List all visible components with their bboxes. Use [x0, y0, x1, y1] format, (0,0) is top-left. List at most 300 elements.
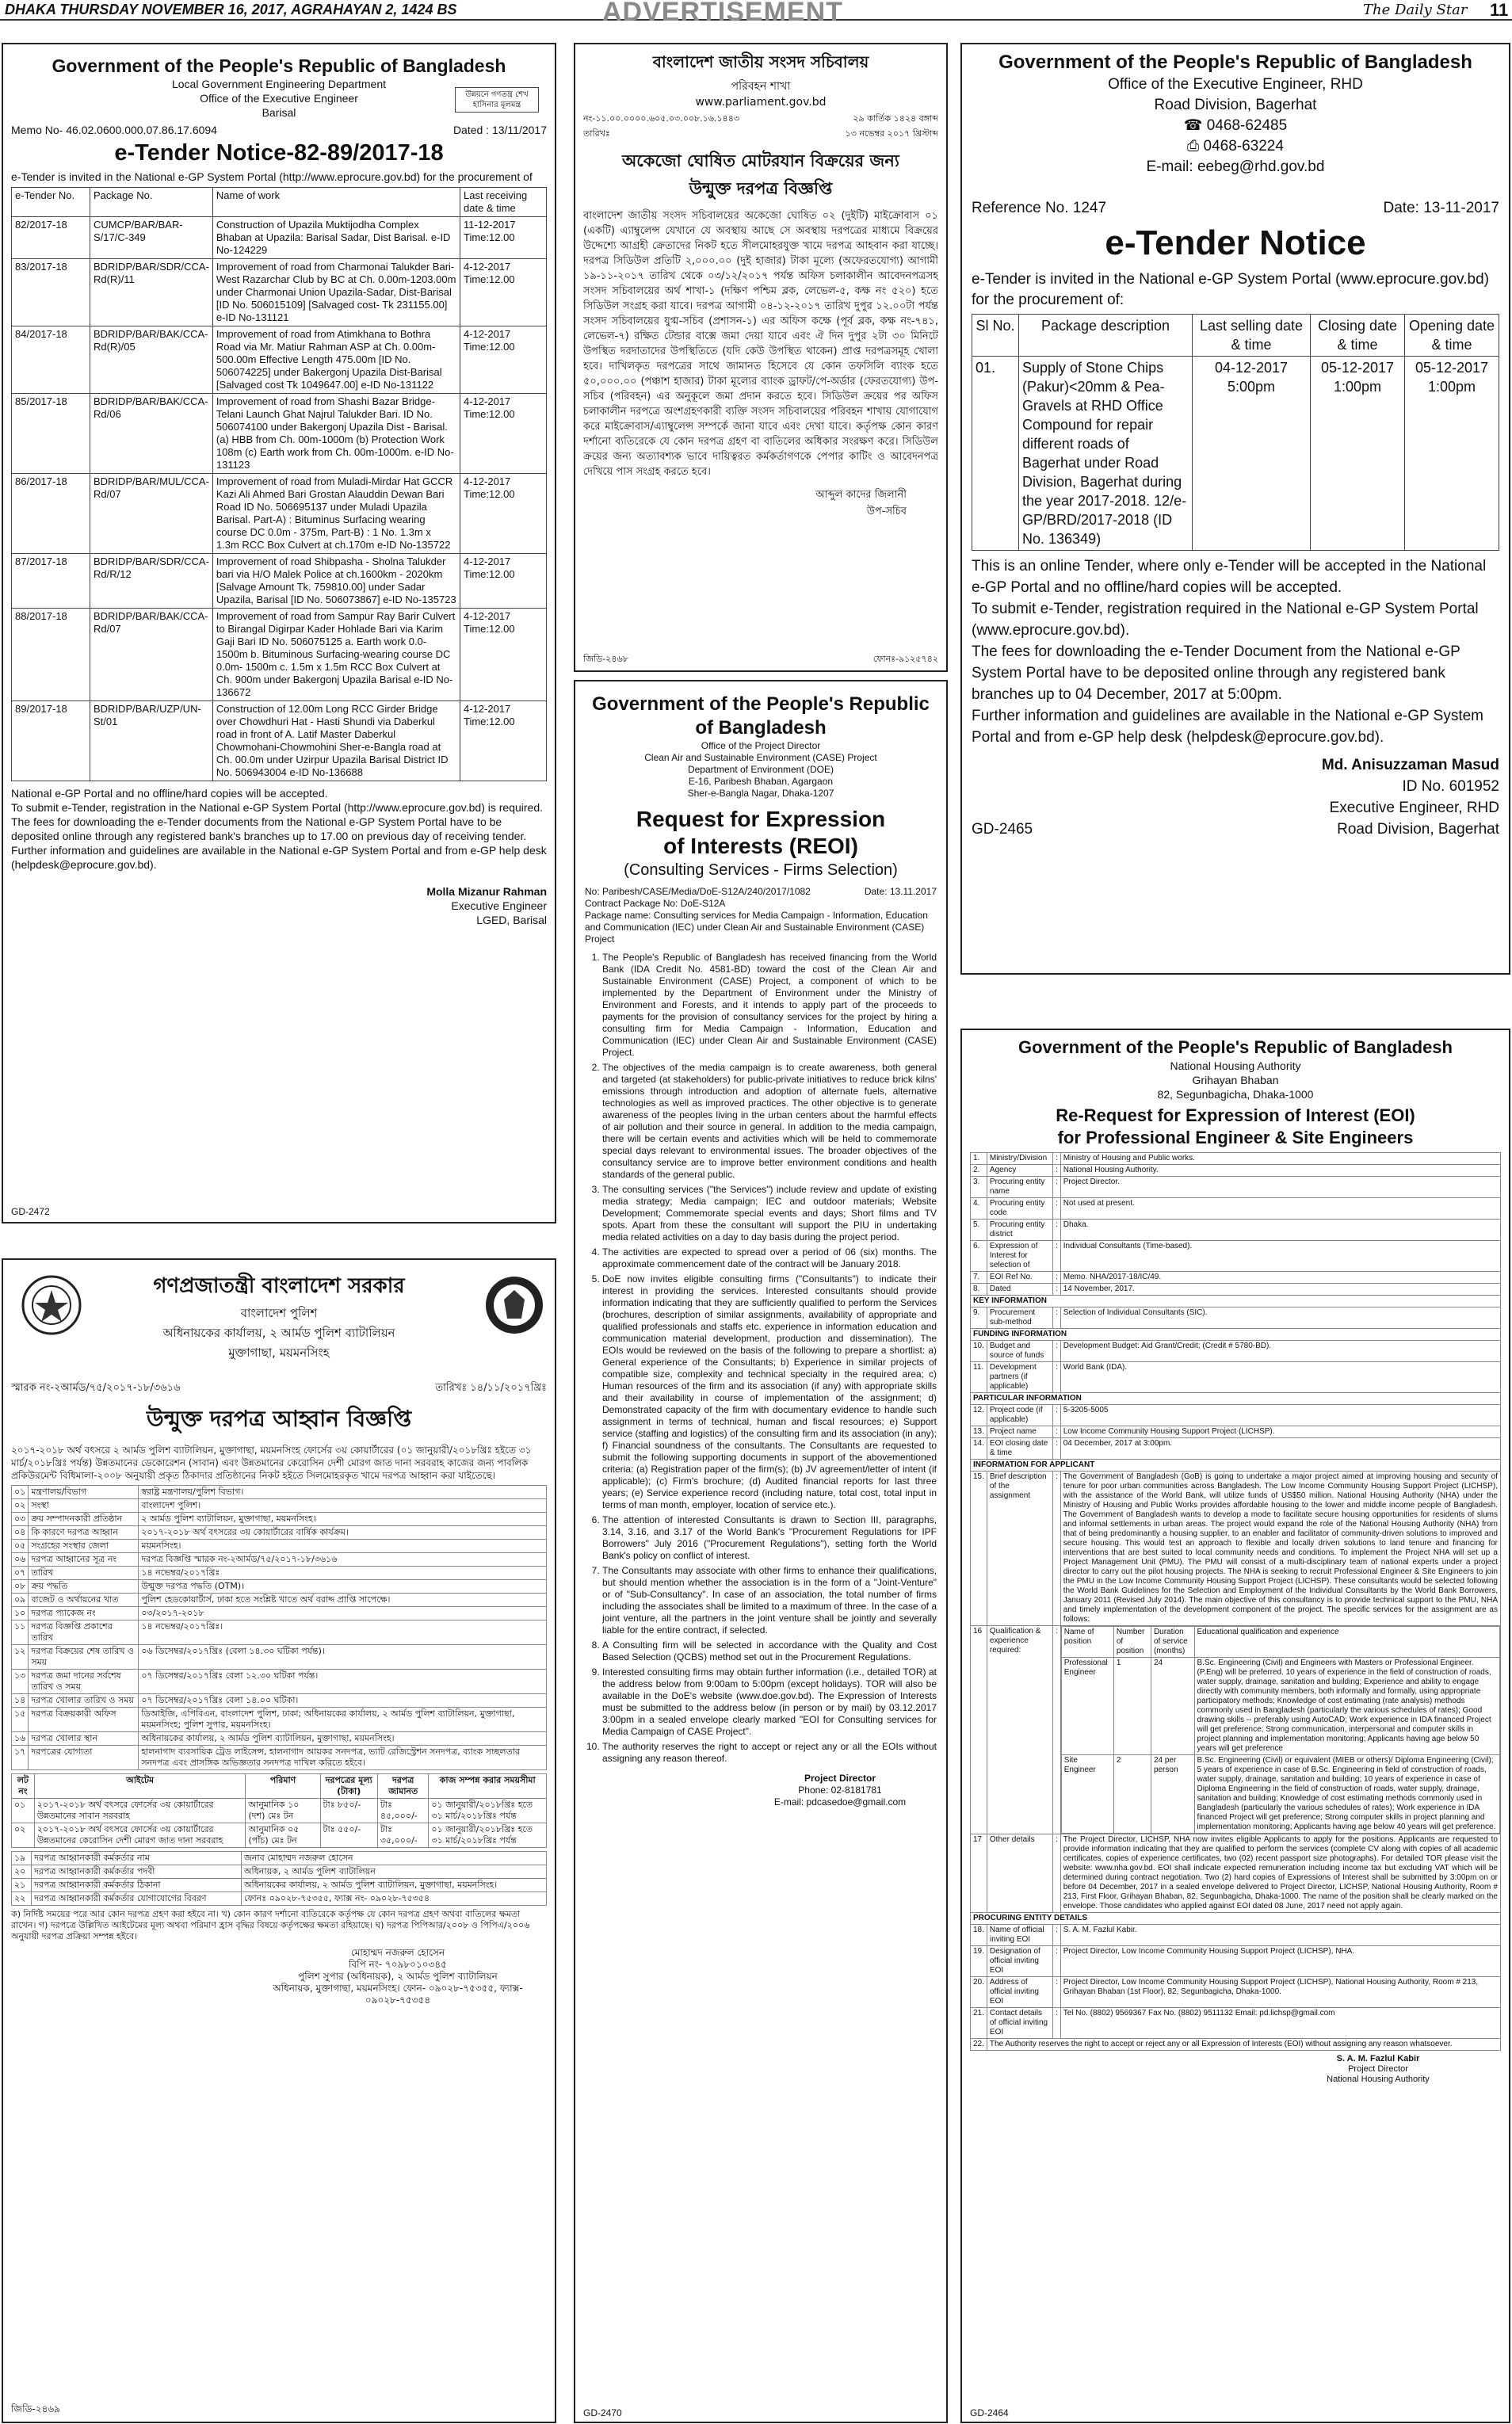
cell: Low Income Community Housing Support Project (LICHSP). [1060, 1426, 1500, 1438]
col-header: e-Tender No. [12, 188, 90, 217]
cell: অধিনায়ক, ২ আর্মড পুলিশ ব্যাটালিয়ন [241, 1865, 546, 1879]
table-row [12, 1746, 547, 1770]
table-row [12, 609, 547, 701]
cell: 4-12-2017 Time:12.00 [460, 394, 547, 474]
cell: : [1052, 1241, 1060, 1272]
cell: ফোনঃ ০৯০২৮-৭৫৩৫৫, ফ্যাক্স নং- ০৯০২৮-৭৫৩৫৪ [241, 1892, 546, 1906]
cell: Improvement of road from Sampur Ray Barir Culvert to Birangal Digirpar Kader Hohlade Bari via Karim Gaji Bari ID No. 506075125 a. Earth work 0.0-1500m b. Bituminous Surfacing-wearing course DC 0.0m- 1500m c. 1.5m x 1.5m RCC Box Culvert at Ch. 900m under Bakergonj Upazila Barisal e-ID No-136672 [212, 609, 460, 701]
gd-number: GD-2470 [583, 2407, 622, 2418]
district: Barisal [262, 106, 296, 119]
signer-title: উপ-সচিব [866, 506, 907, 517]
cell: ০১ [12, 1799, 35, 1823]
note: National e-GP Portal and no offline/hard copies will be accepted. [11, 787, 328, 800]
cell: 05-12-2017 1:00pm [1405, 357, 1499, 551]
memo-no: Memo No- 46.02.0600.000.07.86.17.6094 [11, 124, 217, 136]
cell: Improvement of road from Charmonai Talukder Bari-West Razarchar Club by BC at Ch. 0.00m-1203.00m under Charmonai Union Upazila-Sadar, Dist-Barisal [ID No. 506015109] [Salvaged cost- Tk 231155.00] e-ID No-131121 [212, 259, 460, 326]
gd-number: GD-2465 [972, 821, 1033, 838]
cell: Brief description of the assignment [987, 1472, 1052, 1626]
cell: ০১ জানুয়ারী/২০১৮খ্রিঃ হতে ৩১ মার্চ/২০১৮খ্রিঃ পর্যন্ত [429, 1823, 547, 1848]
table-row [12, 1645, 547, 1670]
table-row [12, 1670, 547, 1694]
table-row [971, 2008, 1501, 2039]
items-table [11, 1773, 547, 1848]
cell: : [1052, 1177, 1060, 1198]
eoi-title: for Professional Engineer & Site Engineers [1057, 1128, 1414, 1147]
cell: Professional Engineer [1061, 1658, 1113, 1755]
cell: ১০ [12, 1607, 29, 1620]
cell: দরপত্র আহ্বানকারী কর্মকর্তার পদবী [32, 1865, 242, 1879]
table-row [971, 1272, 1501, 1284]
cell: B.Sc. Engineering (Civil) or equivalent (MIEB or others)/ Diploma Engineering (Civil); 5 years of experience in case of B.Sc. Engineering in field of construction of roads, water supply, drainage, sanitation and building; 10 years of experience in case of Diploma Engineering in the field of construction of roads, water supply, drainage, sanitation and building; Knowledge of cost estimating methods commonly used in Bangladesh (particularly the various schedules of rates); Work experience in IDA financed Project will get preference; Strong computer skills in project planning and implementation monitoring; Applicants having age below 40 years will get preference. [1194, 1755, 1499, 1834]
table-row [12, 1580, 547, 1594]
cell: BDRIDP/BAR/SDR/CCA-Rd/R/12 [90, 554, 213, 609]
phone: Phone: 02-8181781 [798, 1785, 882, 1796]
table-row [12, 1567, 547, 1580]
cell: BDRIDP/BAR/BAK/CCA-Rd(R)/05 [90, 326, 213, 394]
table-row [971, 1438, 1501, 1460]
para: To submit e-Tender, registration required in the National e-GP System Portal (www.eprocure.gov.bd). [972, 601, 1479, 639]
cell: 1. [971, 1153, 987, 1165]
cell: টাঃ ৮৫০/- [320, 1799, 377, 1823]
signer-id: ID No. 601952 [1402, 778, 1499, 795]
gov-title: গণপ্রজাতন্ত্রী বাংলাদেশ সরকার [153, 1274, 405, 1298]
cell: দরপত্র আহ্বানের সূত্র নং [29, 1553, 139, 1567]
cell: : [1052, 1284, 1060, 1296]
cell: 21. [971, 2008, 987, 2039]
list-item: 6. The attention of interested Consultants is drawn to Section III, paragraphs, 3.14, 3.16, and 3.17 of the World Bank's "Procurement Regulations for IPF Borrowers" July 2016 ("Procurement Regulations"), setting forth the World Bank's policy on conflict of interest. [602, 1514, 937, 1562]
cell: Construction of Upazila Muktijodha Complex Bhaban at Upazila: Barisal Sadar, Dist Barisal. e-ID No-124229 [212, 217, 460, 259]
col-header: Name of position [1061, 1627, 1113, 1658]
col-header: লট নং [12, 1774, 35, 1799]
cell: ০৩/২০১৭-২০১৮ [139, 1607, 547, 1620]
cell: National Housing Authority. [1060, 1165, 1500, 1177]
cell: সংস্থা [29, 1499, 139, 1513]
page-number: 11 [1490, 0, 1509, 20]
cell: ১২ [12, 1645, 29, 1670]
cell: জনাব মোহাম্মদ নজরুল হোসেন [241, 1852, 546, 1865]
cell: BDRIDP/BAR/UZP/UN-St/01 [90, 701, 213, 781]
cell: : [1052, 1426, 1060, 1438]
cell: টাঃ ৫৫০/- [320, 1823, 377, 1848]
table-row [12, 259, 547, 326]
cell: স্বরাষ্ট্র মন্ত্রণালয়/পুলিশ বিভাগ। [139, 1486, 547, 1499]
cell: BDRIDP/BAR/SDR/CCA-Rd(R)/11 [90, 259, 213, 326]
office: Office of the Executive Engineer [200, 92, 358, 105]
cell: ক্রয় সম্পাদনকারী প্রতিষ্ঠান [29, 1513, 139, 1526]
memo-date: তারিখঃ ১৪/১১/২০১৭খ্রিঃ [435, 1382, 547, 1394]
intro: e-Tender is invited in the National e-GP System Portal (http://www.eprocure.gov.bd) for the procurement of [11, 170, 533, 183]
list-item: 7. The Consultants may associate with other firms to enhance their qualifications, but should mention whether the association is in the form of a "Joint-Venture" or of "Sub-Consultancy". In case of an association, the total number of firms including the associates shall be limited to a maximum of three. In the case of a joint venture, all the partners in the joint venture shall be jointly and severally liable for the entire contract, if selected. [602, 1565, 937, 1636]
table-row [971, 1977, 1501, 2008]
section-title: ADVERTISEMENT [602, 0, 843, 27]
cell: দরপত্র খোলার স্থান [29, 1732, 139, 1746]
notice-date: Date: 13-11-2017 [1383, 200, 1499, 216]
cell: Ministry of Housing and Public works. [1060, 1153, 1500, 1165]
gov-title: Government of the People's Republic of Bangladesh [1018, 1037, 1453, 1057]
cell: দরপত্র বিক্রয়ের শেষ তারিখ ও সময় [29, 1645, 139, 1670]
cell: EOI closing date & time [987, 1438, 1052, 1460]
cell: Improvement of road Shibpasha - Sholna Talukder bari via H/O Malek Police at ch.1600km - 2020km [Salvage Amount Tk. 759810.00] under Sadar Upazila, Barisal [ID No. 506073867] e-ID No-135723 [212, 554, 460, 609]
cell: ০৯ [12, 1594, 29, 1607]
cell: ০২ [12, 1499, 29, 1513]
cell: The Authority reserves the right to accept or reject any or all Expression of Interests (EOI) without assigning any reason whatsoever. [987, 2039, 1500, 2051]
table-row [12, 1594, 547, 1607]
signer-name: Md. Anisuzzaman Masud [1321, 757, 1499, 773]
table-row [971, 1626, 1501, 1834]
table-row [1061, 1658, 1499, 1755]
col-header: Number of position [1113, 1627, 1151, 1658]
police-badge-icon [483, 1274, 545, 1336]
signer-title: পুলিশ সুপার (অধিনায়ক), ২ আর্মড পুলিশ ব্যাটালিয়ন [298, 1971, 498, 1982]
section-header: INFORMATION FOR APPLICANT [971, 1460, 1501, 1472]
list-item: 10. The authority reserves the right to accept or reject any or all the EOIs without assigning any reason thereof. [602, 1741, 937, 1765]
cell: দরপত্র প্যাকেজ নং [29, 1607, 139, 1620]
cell: Supply of Stone Chips (Pakur)<20mm & Pea-Gravels at RHD Office Compound for repair different roads of Bagerhat under Road Division, Bagerhat during the year 2017-2018. 12/e-GP/BRD/2017-2018 (ID No. 136349) [1019, 357, 1193, 551]
col-header: পরিমাণ [246, 1774, 320, 1799]
cell: : [1052, 1946, 1060, 1977]
table-row [971, 1241, 1501, 1272]
col-header: Package No. [90, 188, 213, 217]
gov-title: Government of the People's Republic of Bangladesh [998, 52, 1472, 73]
table-row [971, 1925, 1501, 1946]
cell: 18. [971, 1925, 987, 1946]
table-row [12, 1865, 547, 1879]
cell: 2. [971, 1165, 987, 1177]
gd-number: GD-2464 [970, 2407, 1009, 2418]
cell: ২০১৭-২০১৮ অর্থ বৎসরে ফোর্সের ৩য় কোয়ার্টারের উন্নতমানের কেরোসিন দেশী মোরগ জাত দানা সরবরাহ [34, 1823, 246, 1848]
cell: : [1052, 1405, 1060, 1426]
cell: : [1052, 1307, 1060, 1329]
dept: Local Government Engineering Department [171, 78, 387, 90]
cell: দরপত্র জমা দানের সর্বশেষ তারিখ ও সময় [29, 1670, 139, 1694]
section-header: PROCURING ENTITY DETAILS [971, 1913, 1501, 1925]
cell: 11. [971, 1362, 987, 1393]
cell: Improvement of road from Atimkhana to Bothra Road via Mr. Matiur Rahman ASP at Ch. 0.00m-500.00m Effective Length 475.00m [ID No. 506074225] under Bakergonj Upazila Dist-Barisal [Salvaged cost Tk 1049647.00] e-ID No-131122 [212, 326, 460, 394]
cell: পুলিশ হেডকোয়ার্টার্স, ঢাকা হতে সংশ্লিষ্ট খাতে অর্থ বরাদ্দ প্রাপ্তি সাপেক্ষে। [139, 1594, 547, 1607]
cell: 5-3205-5005 [1060, 1405, 1500, 1426]
cell: 86/2017-18 [12, 474, 90, 554]
cell: ০২ [12, 1823, 35, 1848]
table-row [971, 1165, 1501, 1177]
cell: ০৭ [12, 1567, 29, 1580]
sub-title: বাংলাদেশ পুলিশ [240, 1306, 318, 1320]
cell: ১৫ [12, 1708, 29, 1732]
cell: 19. [971, 1946, 987, 1977]
qualification-table [1061, 1626, 1500, 1834]
cell: CUMCP/BAR/BAR-S/17/C-349 [90, 217, 213, 259]
cell: : [1052, 1626, 1060, 1834]
notice-headline: উন্মুক্ত দরপত্র আহ্বান বিজ্ঞপ্তি [146, 1406, 412, 1432]
office: Office of the Project Director [701, 740, 821, 751]
cell: 01. [972, 357, 1019, 551]
cell: ১৪ নভেম্বর/২০১৭খ্রিঃ [139, 1567, 547, 1580]
cell: : [1052, 1165, 1060, 1177]
gd-number: GD-2472 [11, 1206, 50, 1217]
cell: B.Sc. Engineering (Civil) and Engineers with Masters or Professional Engineer. (P.Eng) will be preferred. 10 years of experience in the field of construction of roads, water supply, drainage, sanitation and building; Experience and ability to engage directly with community members, both informally and formally, using appropriate participatory methods; Knowledge of cost estimating (rate analysis) methods commonly used in Bangladesh (particularly the various schedules of rates); Good drawing skills -- preferably using AutoCAD; Work experience in IDA financed Project will get preference; Strong communication, interpersonal and computer skills in project planning and implementation monitoring; Applicants having age below 50 years will get preference [1194, 1658, 1499, 1755]
cell: ২ আর্মড পুলিশ ব্যাটালিয়ন, মুক্তাগাছা, ময়মনসিংহ। [139, 1513, 547, 1526]
cell: টাঃ ৩৫,০০০/- [377, 1823, 429, 1848]
list-item: 1. The People's Republic of Bangladesh has received financing from the World Bank (IDA Credit No. 4581-BD) toward the cost of the Clean Air and Sustainable Environment (CASE) Project, a component of which to be implemented by the Department of Environment under the Ministry of Environment and Forests, and it intends to apply part of the proceeds to payments for the provision of consultancy services for the project by hiring a consulting firm for Media Campaign - Information, Education and Communication (IEC) under Clean Air and Sustainable Environment (CASE) Project. [602, 952, 937, 1059]
phone: 0468-62485 [1206, 117, 1288, 134]
cell: ০৭ ডিসেম্বর/২০১৭খ্রিঃ বেলা ১২.৩০ ঘটিকা পর্যন্ত। [139, 1670, 547, 1694]
cell: ১৬ [12, 1732, 29, 1746]
cell: Procuring entity code [987, 1198, 1052, 1220]
signer-title: Executive Engineer, RHD [1329, 800, 1499, 816]
eoi-title: Re-Request for Expression of Interest (EOI) [1056, 1105, 1415, 1125]
cell: : [1052, 1220, 1060, 1241]
table-row [12, 1879, 547, 1892]
list-item: 2. The objectives of the media campaign is to create awareness, both general and targeted (at stakeholders) for public-private initiatives to reduce brick kilns' emissions through introduction and adoption of alternate fuels, alternative technologies as well as improved practices. The other objective is to generate awareness of the peoples living in the urban centers about the harmful effects of air pollution and their source in general. In addition to the media campaign, there will be certain events and activities which will be held to commemorate special days relevant to environmental issues. The broader objectives of the consultancy service are to improve better environment conditions and health standards of the general public. [602, 1062, 937, 1181]
cell: 12. [971, 1405, 987, 1426]
cell: Address of official inviting EOI [987, 1977, 1052, 2008]
phone-icon: ☎ [1183, 117, 1207, 134]
cell: ২০১৭-২০১৮ অর্থ বৎসরের ৩য় কোয়ার্টারের বার্ষিক কার্যক্রম। [139, 1526, 547, 1540]
para: Further information and guidelines are available in the National e-GP System Portal and from e-GP help desk (helpdesk@eprocure.gov.bd). [972, 708, 1483, 746]
cell: আনুমানিক ১০ (দশ) মেঃ টন [246, 1799, 320, 1823]
branch: পরিবহন শাখা [731, 80, 791, 93]
cell: : [1052, 1925, 1060, 1946]
cell: আনুমানিক ০৫ (পাঁচ) মেঃ টন [246, 1823, 320, 1848]
ref-date: Date: 13.11.2017 [864, 886, 937, 897]
cell: 14. [971, 1438, 987, 1460]
col-header: Sl No. [972, 315, 1019, 357]
table-row [971, 1362, 1501, 1393]
cell: 5. [971, 1220, 987, 1241]
table-row [12, 1708, 547, 1732]
cell: 15. [971, 1472, 987, 1626]
cell: : [1052, 1341, 1060, 1362]
cell: 7. [971, 1272, 987, 1284]
cell: দরপত্র আহ্বানকারী কর্মকর্তার ঠিকানা [32, 1879, 242, 1892]
table-row [12, 1553, 547, 1567]
cell: BDRIDP/BAR/MUL/CCA-Rd/07 [90, 474, 213, 554]
table-row [12, 1540, 547, 1553]
contract-no: Contract Package No: DoE-S12A [585, 898, 726, 909]
cell: Procurement sub-method [987, 1307, 1052, 1329]
col-header: Last selling date & time [1193, 315, 1311, 357]
sub-title: অধিনায়কের কার্যালয়, ২ আর্মড পুলিশ ব্যাটালিয়ন [162, 1326, 395, 1340]
cell [1060, 1626, 1500, 1834]
sub-title: মুক্তাগাছা, ময়মনসিংহ [228, 1346, 330, 1360]
cell: তারিখ [29, 1567, 139, 1580]
cell: ০১ [12, 1486, 29, 1499]
table-row [12, 1526, 547, 1540]
cell: Individual Consultants (Time-based). [1060, 1241, 1500, 1272]
cell: ১৭ [12, 1746, 29, 1770]
phone: ফোনঃ-৯১২৫৭৪২ [872, 654, 938, 664]
cell: 4-12-2017 Time:12.00 [460, 474, 547, 554]
cell: : [1052, 1198, 1060, 1220]
cell: Procuring entity name [987, 1177, 1052, 1198]
cell: Project Director, Low Income Community Housing Support Project (LICHSP), National Housing Authority, Room # 213, Grihayan Bhaban (1st Floor), 82, Segunbagicha, Dhaka-1000. [1060, 1977, 1500, 2008]
cell: 1 [1113, 1658, 1151, 1755]
signer-title: Project Director [804, 1773, 876, 1784]
cell: 24 [1151, 1658, 1194, 1755]
cell: 24 per person [1151, 1755, 1194, 1834]
col-header: আইটেম [34, 1774, 246, 1799]
cell: 11-12-2017 Time:12.00 [460, 217, 547, 259]
ad-doe-reoi [574, 680, 948, 2423]
table-row [12, 1694, 547, 1708]
cell: 6. [971, 1241, 987, 1272]
cell: ০৭ ডিসেম্বর/২০১৭খ্রিঃ বেলা ১৪.০০ ঘটিকা। [139, 1694, 547, 1708]
cell: 88/2017-18 [12, 609, 90, 701]
col-header: Name of work [212, 188, 460, 217]
gov-title: Government of the People's Republic of Bangladesh [592, 693, 930, 739]
contact-table [11, 1851, 547, 1906]
table-row [971, 1220, 1501, 1241]
website: www.parliament.gov.bd [695, 96, 827, 109]
note: The fees for downloading the e-Tender documents from the National e-GP System Portal have to be deposited online through any registered bank's branches up to 17.00 on previous day of receiving tender. [11, 815, 527, 842]
cell: Project Director, Low Income Community Housing Support Project (LICHSP), NHA. [1060, 1946, 1500, 1977]
table-row [971, 1153, 1501, 1165]
cell: : [1052, 1153, 1060, 1165]
cell: 16 [971, 1626, 987, 1834]
col-header: Package description [1019, 315, 1193, 357]
cell: Project code (if applicable) [987, 1405, 1052, 1426]
ad-rhd-bagerhat [960, 43, 1510, 975]
tender-table [972, 314, 1499, 551]
cell: ২০১৭-২০১৮ অর্থ বৎসরে ফোর্সের ৩য় কোয়ার্টারের উন্নতমানের সাবান সরবরাহ [34, 1799, 246, 1823]
cell: Memo. NHA/2017-18/IC/49. [1060, 1272, 1500, 1284]
cell: ১৯ [12, 1852, 32, 1865]
cell: ০৫ [12, 1540, 29, 1553]
cell: 14 November, 2017. [1060, 1284, 1500, 1296]
cell: Improvement of road from Muladi-Mirdar Hat GCCR Kazi Ali Ahmed Bari Grostan Alauddin Dewan Bari Road ID No. 506695137 under Muladi Upazila Barisal. Part-A) : Bituminus Surfacing wearing course DC 0.0m - 375m, Part-B) : 1 No. 1.3m x 1.3m RCC Box Culvert at ch.170m e-ID No-135722 [212, 474, 460, 554]
cell: 05-12-2017 1:00pm [1311, 357, 1405, 551]
section-header: KEY INFORMATION [971, 1296, 1501, 1307]
cell: Construction of 12.00m Long RCC Girder Bridge over Chowdhuri Hat - Hasti Shundi via Daberkul road in front of A. Latif Master Daberkul Chowmohani-Chowmohini Sher-e-Bangla road at Ch. 00.0m under Uzirpur Upazila Barisal District ID No. 506943004 e-ID No-136688 [212, 701, 460, 781]
note: To submit e-Tender, registration in the National e-GP System Portal (http://www.eprocure.gov.bd) is required. [11, 801, 544, 814]
cell: ময়মনসিংহ। [139, 1540, 547, 1553]
cell: Development partners (if applicable) [987, 1362, 1052, 1393]
cell: হালনাগাদ ব্যবসায়িক ট্রেড লাইসেন্স, হালনাগাদ আয়কর সনদপত্র, ভ্যাট রেজিস্ট্রেশন সনদপত্র, ব্যাংক সচ্ছলতার সনদপত্র এবং প্রাসঙ্গিক অভিজ্ঞতার সনদপত্র দাখিল করিতে হইবে। [139, 1746, 547, 1770]
dept: Department of Environment (DOE) [687, 764, 834, 775]
list-item: 5. DoE now invites eligible consulting firms ("Consultants") to indicate their interest in providing the services. Interested consultants should provide information indicating that they are sufficiently qualified to perform the Services (brochures, description of similar assignments, availability of appropriate and qualified professionals and staffs etc. experience in information education and communication material development, production and dissemination). The EOIs would be reviewed on the basis of the following to prepare a shortlist: a) General experience of the Consultants; b) Experience in similar projects of compatible size, complexity and technical specialty in the required area; c) Human resources of the firm and its association (if any) with appropriate skills and their availability in course of implementation of the assignment; d) Demonstrated capacity of the firm with documentary evidence to handle such assignment in terms of technical, human and fiscal resources; e) Support service (staffing and logistics) of the consulting firm and its association (in any); f) Financial soundness of the consultants. The Consultants are requested to submit the following supporting documents in support of the abovementioned criteria: (a) Registration paper of the firm(s); (b) JV agreement/letter of intent (if applicable); (c) Firm's brochure; (d) Audited financial reports for last three years; (e) Service experience record (including nature, total cost, total input in terms of man month, employer, location of service etc.). [602, 1273, 937, 1511]
para: The fees for downloading the e-Tender Document from the National e-GP System Portal have to be deposited online through any registered bank branches up to 04 December, 2017 at 5:00pm. [972, 643, 1460, 703]
list-item: 9. Interested consulting firms may obtain further information (i.e., detailed TOR) at the address below from 9:00am to 5:00pm (except holidays). TOR will also be available in the DoE's website (www.doe.gov.bd). The Expression of Interests must be submitted to the address below (in person or by mail) by 03.12.2017 3:00pm in a sealed envelope clearly marked "EOI for Consulting services for Media Campaign of CASE Project". [602, 1666, 937, 1738]
project: Clean Air and Sustainable Environment (CASE) Project [644, 752, 877, 763]
cell: 2 [1113, 1755, 1151, 1834]
cell: Name of official inviting EOI [987, 1925, 1052, 1946]
ad-parliament-bengali [574, 43, 948, 672]
memo-no: নং-১১.০০.০০০০.৬০৫.০৩.০০৮.১৬.১৪৪৩ [583, 113, 739, 124]
cell: 8. [971, 1284, 987, 1296]
cell: ০৮ [12, 1580, 29, 1594]
cell: 22. [971, 2039, 987, 2051]
gd-number: জিডি-২৪৬৯ [11, 2403, 60, 2414]
cell: 4-12-2017 Time:12.00 [460, 259, 547, 326]
cell: ২১ [12, 1879, 32, 1892]
table-row [972, 357, 1499, 551]
cell: ২০ [12, 1865, 32, 1879]
cell: দরপত্রের যোগ্যতা [29, 1746, 139, 1770]
cell: উন্মুক্ত দরপত্র পদ্ধতি (OTM)। [139, 1580, 547, 1594]
cell: Site Engineer [1061, 1755, 1113, 1834]
table-row [12, 1799, 547, 1823]
cell: : [1052, 1272, 1060, 1284]
cell: মন্ত্রণালয়/বিভাগ [29, 1486, 139, 1499]
info-table [11, 1485, 547, 1770]
cell: Ministry/Division [987, 1153, 1052, 1165]
table-row [12, 554, 547, 609]
table-row [971, 1284, 1501, 1296]
cell: ০৪ [12, 1526, 29, 1540]
cell: : [1052, 1977, 1060, 2008]
gd-number: জিডি-২৪৬৮ [583, 654, 628, 664]
cell: 87/2017-18 [12, 554, 90, 609]
list-item: 4. The activities are expected to spread over a period of 06 (six) months. The approximate commencement date of the contract will be January 2018. [602, 1246, 937, 1270]
table-row [971, 1426, 1501, 1438]
division: Road Division, Bagerhat [1154, 97, 1317, 113]
cell: BDRIDP/BAR/BAK/CCA- Rd/07 [90, 609, 213, 701]
page-header-strip [0, 0, 1512, 27]
email: E-mail: pdcasedoe@gmail.com [773, 1796, 907, 1808]
col-header: Opening date & time [1405, 315, 1499, 357]
tender-table [11, 187, 547, 781]
col-header: Educational qualification and experience [1194, 1627, 1499, 1658]
cell: 04 December, 2017 at 3:00pm. [1060, 1438, 1500, 1460]
cell: Dated [987, 1284, 1052, 1296]
table-row [971, 1177, 1501, 1198]
address: Sher-e-Bangla Nagar, Dhaka-1207 [687, 788, 834, 799]
table-row [12, 394, 547, 474]
cell: ১৪ [12, 1694, 29, 1708]
cell: : [1052, 1362, 1060, 1393]
cell: Budget and source of funds [987, 1341, 1052, 1362]
cell: ক্রয় পদ্ধতি [29, 1580, 139, 1594]
headline: অকেজো ঘোষিত মোটরযান বিক্রয়ের জন্য [622, 151, 899, 170]
cell: ০৬ [12, 1553, 29, 1567]
signer-org: National Housing Authority [1327, 2075, 1430, 2084]
table-row [12, 1620, 547, 1645]
cell: ২২ [12, 1892, 32, 1906]
cell: 85/2017-18 [12, 394, 90, 474]
cell: দরপত্র খোলার তারিখ ও সময় [29, 1694, 139, 1708]
cell: Project Director. [1060, 1177, 1500, 1198]
signer-name: Molla Mizanur Rahman [426, 885, 547, 898]
signer-org: অধিনায়ক, মুক্তাগাছা, ময়মনসিংহ। ফোন- ০৯০২৮-৭৫৩৫৫, ফ্যাক্স- ০৯০২৮-৭৫৩৫৪ [273, 1983, 523, 2006]
cell: 89/2017-18 [12, 701, 90, 781]
cell: 4-12-2017 Time:12.00 [460, 701, 547, 781]
cell: BDRIDP/BAR/BAK/CCA-Rd/06 [90, 394, 213, 474]
cell: ০৩ [12, 1513, 29, 1526]
email: E-mail: eebeg@rhd.gov.bd [1146, 158, 1325, 175]
cell: Expression of Interest for selection of [987, 1241, 1052, 1272]
cell: Development Budget: Aid Grant/Credit; (Credit # 5780-BD). [1060, 1341, 1500, 1362]
signer-name: S. A. M. Fazlul Kabir [1336, 2054, 1420, 2063]
cell: : [1052, 1472, 1060, 1626]
notice-title: e-Tender Notice-82-89/2017-18 [114, 140, 444, 166]
col-header: Duration of service (months) [1151, 1627, 1194, 1658]
cell: The Government of Bangladesh (GoB) is going to undertake a major project aimed at improving housing and security of tenure for poor urban communities across Bangladesh. The Low Income Community Housing Support Project (LICHSP), with the assistance of the World Bank, will utilize funds of US$50 million. National Housing Authority (NHA) under the Ministry of Housing and Public Works provides affordable housing to the lower and middle income people of Bangladesh. The Government of Bangladesh wants to develop a mode to facilitate secure housing opportunities for residents of slums and informal settlements in urban areas. The project would expand the role of the National Housing Authority (NHA) from that of being predominantly a housing supplier, to an enabler and facilitator of community-driven solutions to improved and secure housing. This would test an approach to flexible and locally driven solutions to land tenure and financing for interventions that are best suited to local community needs and conditions. To implement the Project NHA will set up a Project Management Unit (PMU). The PMU will consist of a multi-disciplinary team of national experts under a project director to carry out the pilot housing projects. The NHA is seeking to recruit Professional Engineer & Site Engineers to join the PMU in the Low Income Community Housing Support Project (LICHSP). These consultants would be selected following the World Bank Guidelines for the Selection and Employment of the Individual Consultants by the World Bank Borrowers, January 2011 (Revised July 2014). The main objective of this consultancy is to provide technical support to the PMU, NHA and timely implementation of the development component of the project. The specific services for the assignment are as follows: [1060, 1472, 1500, 1626]
intro: ২০১৭-২০১৮ অর্থ বৎসরে ২ আর্মড পুলিশ ব্যাটালিয়ন, মুক্তাগাছা, ময়মনসিংহ ফোর্সের ৩য় কোয়ার্টারের (০১ জানুয়ারী/২০১৮খ্রিঃ হইতে ৩১ মার্চ/২০১৮খ্রিঃ পর্যন্ত) উন্নতমানের ডেকোরেশন (সাবান) এবং উন্নতমানের কেরোসিন দেশী মোরগ জাত দানা সরবরাহ কাজের জন্য পাবলিক প্রকিউরমেন্ট বিধিমালা-২০০৮ অনুযায়ী প্রকৃত ঠিকাদার প্রতিষ্ঠানের নিকট হইতে সিলমোহরকৃত খামে দরপত্র আহ্বান করা যাইতেছে। [11, 1445, 532, 1481]
table-row [971, 1198, 1501, 1220]
table-row [971, 1472, 1501, 1626]
headline: উন্মুক্ত দরপত্র বিজ্ঞপ্তি [689, 179, 833, 198]
cell: ০৬ ডিসেম্বর/২০১৭খ্রিঃ (বেলা ১৪.৩০ ঘটিকা পর্যন্ত)। [139, 1645, 547, 1670]
cell: Agency [987, 1165, 1052, 1177]
cell: World Bank (IDA). [1060, 1362, 1500, 1393]
cell: Designation of official inviting EOI [987, 1946, 1052, 1977]
signer-title: Executive Engineer [451, 899, 547, 912]
cell: 4-12-2017 Time:12.00 [460, 326, 547, 394]
section-header: FUNDING INFORMATION [971, 1329, 1501, 1341]
col-header: দরপত্রের মূল্য (টাকা) [320, 1774, 377, 1799]
dateline: DHAKA THURSDAY NOVEMBER 16, 2017, AGRAHAYAN 2, 1424 BS [5, 2, 457, 17]
signer-name: আব্দুল কাদের জিলানী [815, 489, 907, 501]
cell: দরপত্র বিজ্ঞপ্তি স্মারক নং-২আর্মড/৭৫/২০১৭-১৮/৩৬১৬ [139, 1553, 547, 1567]
